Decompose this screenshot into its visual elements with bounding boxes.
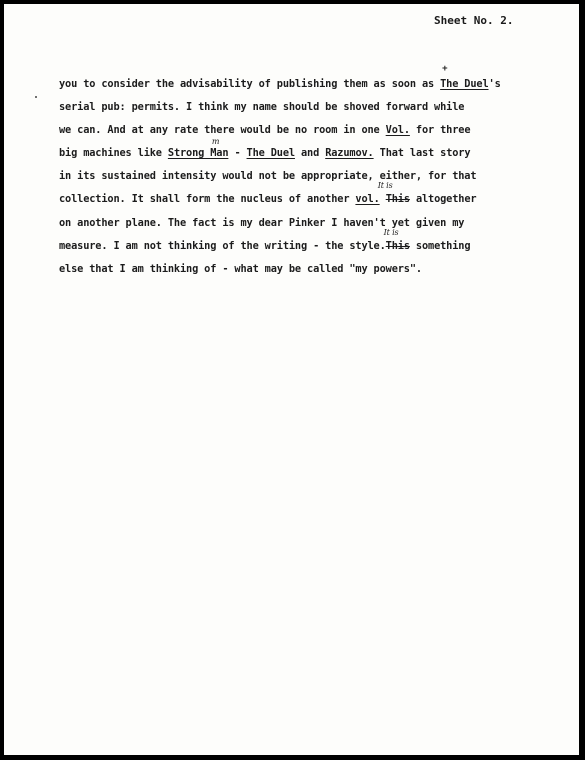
line-1-text: you to consider the advisability of publishing them as soon as bbox=[59, 78, 441, 90]
sheet-number: Sheet No. 2. bbox=[434, 14, 514, 27]
letter-line-3: we can. And at any rate there would be no room in one Vol. for three bbox=[59, 124, 471, 137]
handwritten-it-is-2: It is bbox=[383, 227, 399, 237]
letter-line-5: in its sustained intensity would not be appropriate, either, for that bbox=[59, 170, 477, 183]
title-the-duel-2: The Duel bbox=[246, 147, 295, 160]
letter-line-6: collection. It shall form the nucleus of another vol. It is This altogether bbox=[59, 188, 564, 211]
insertion-mark: + bbox=[442, 64, 448, 74]
struck-this-2: It is This bbox=[383, 227, 410, 252]
letter-line-2: serial pub: permits. I think my name should be shoved forward while bbox=[59, 101, 465, 114]
title-the-duel: + The Duel bbox=[440, 64, 489, 90]
title-strong-man: m Strong Man bbox=[167, 137, 229, 160]
letter-line-1: you to consider the advisability of publishing them as soon as + The Duel's bbox=[59, 73, 564, 96]
letter-line-8: measure. I am not thinking of the writing - the style. It is This something bbox=[59, 235, 564, 258]
letter-line-4: big machines like m Strong Man - The Duel and Razumov. That last story bbox=[59, 142, 564, 165]
paper-speck bbox=[35, 96, 37, 98]
vol-word: Vol. bbox=[385, 124, 410, 137]
letter-page bbox=[4, 4, 579, 755]
letter-body bbox=[59, 64, 564, 281]
letter-line-7: on another plane. The fact is my dear Pinker I haven't yet given my bbox=[59, 216, 465, 229]
title-razumov: Razumov. bbox=[325, 147, 374, 160]
handwritten-it-is: It is bbox=[377, 181, 393, 191]
letter-line-9: else that I am thinking of - what may be called "my powers". bbox=[59, 262, 422, 275]
struck-this: It is This bbox=[377, 181, 410, 206]
vol-word-2: vol. bbox=[355, 193, 380, 206]
handwritten-m: m bbox=[211, 137, 220, 147]
